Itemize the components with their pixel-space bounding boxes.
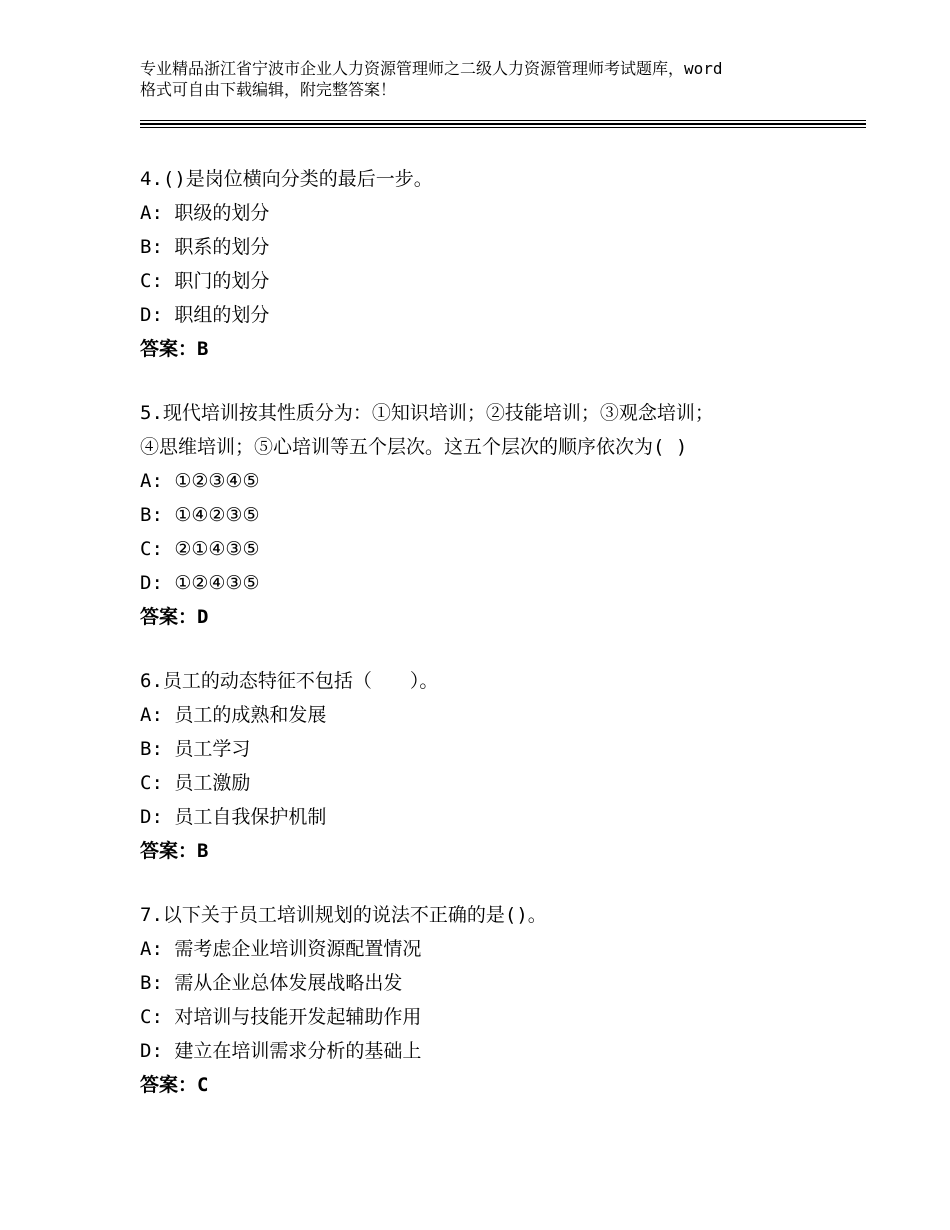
option-d: D: 建立在培训需求分析的基础上 bbox=[140, 1040, 422, 1062]
header-title-line-1: 专业精品浙江省宁波市企业人力资源管理师之二级人力资源管理师考试题库，word bbox=[140, 59, 723, 78]
answer-label: 答案： bbox=[140, 606, 198, 628]
option-c: C: ②①④③⑤ bbox=[140, 538, 260, 560]
header-divider-top bbox=[140, 120, 866, 121]
option-d: D: 职组的划分 bbox=[140, 304, 270, 326]
option-b: B: 需从企业总体发展战略出发 bbox=[140, 972, 403, 994]
answer-label: 答案： bbox=[140, 840, 198, 862]
option-d: D: 员工自我保护机制 bbox=[140, 806, 327, 828]
answer-line bbox=[140, 332, 840, 366]
question-stem-line-1: 5.现代培训按其性质分为：①知识培训；②技能培训；③观念培训； bbox=[140, 402, 714, 424]
answer-label: 答案： bbox=[140, 338, 198, 360]
answer-value: B bbox=[197, 338, 209, 360]
option-d: D: ①②④③⑤ bbox=[140, 572, 260, 594]
option-a: A: ①②③④⑤ bbox=[140, 470, 260, 492]
header-divider-middle bbox=[140, 123, 866, 125]
question-stem: 6.员工的动态特征不包括（ ）。 bbox=[140, 670, 439, 692]
answer-line bbox=[140, 1068, 840, 1102]
question-stem: 7.以下关于员工培训规划的说法不正确的是()。 bbox=[140, 904, 547, 926]
answer-value: B bbox=[197, 840, 209, 862]
answer-line bbox=[140, 600, 840, 634]
option-c: C: 对培训与技能开发起辅助作用 bbox=[140, 1006, 422, 1028]
option-b: B: ①④②③⑤ bbox=[140, 504, 260, 526]
header-divider-bottom bbox=[140, 127, 866, 128]
document-header bbox=[140, 58, 840, 100]
header-title-line-2: 格式可自由下载编辑，附完整答案！ bbox=[140, 80, 397, 99]
option-a: A: 员工的成熟和发展 bbox=[140, 704, 327, 726]
question-7 bbox=[140, 898, 840, 1102]
option-c: C: 职门的划分 bbox=[140, 270, 270, 292]
answer-value: C bbox=[197, 1074, 209, 1096]
option-b: B: 职系的划分 bbox=[140, 236, 270, 258]
question-list bbox=[140, 162, 840, 1132]
option-a: A: 需考虑企业培训资源配置情况 bbox=[140, 938, 422, 960]
question-stem: 4.()是岗位横向分类的最后一步。 bbox=[140, 168, 433, 190]
answer-value: D bbox=[197, 606, 209, 628]
answer-label: 答案： bbox=[140, 1074, 198, 1096]
answer-line bbox=[140, 834, 840, 868]
question-4 bbox=[140, 162, 840, 366]
option-b: B: 员工学习 bbox=[140, 738, 251, 760]
option-c: C: 员工激励 bbox=[140, 772, 251, 794]
question-stem-line-2: ④思维培训；⑤心培训等五个层次。这五个层次的顺序依次为( ) bbox=[140, 436, 688, 458]
question-6 bbox=[140, 664, 840, 868]
option-a: A: 职级的划分 bbox=[140, 202, 270, 224]
question-5 bbox=[140, 396, 840, 634]
